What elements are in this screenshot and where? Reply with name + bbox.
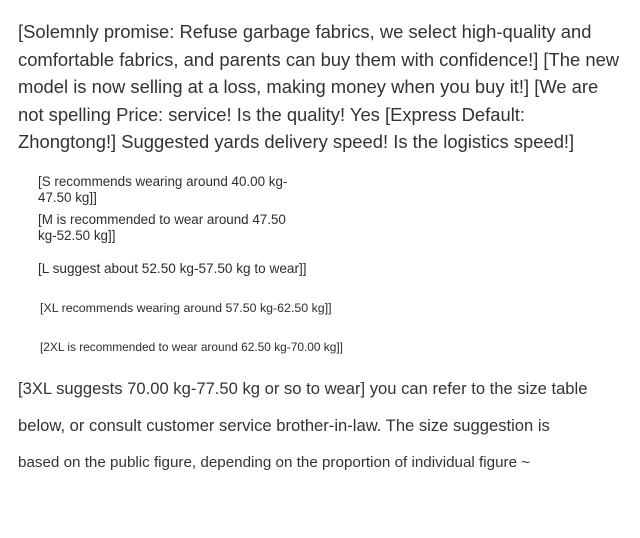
- figure-proportion-note: based on the public figure, depending on the proportion of individual figure ~: [18, 454, 531, 471]
- size-xl-recommendation: [XL recommends wearing around 57.50 kg-62.50 kg]]: [40, 301, 332, 315]
- customer-service-note: below, or consult customer service brother-in-law. The size suggestion is: [18, 416, 550, 435]
- size-2xl-recommendation: [2XL is recommended to wear around 62.50 kg-70.00 kg]]: [40, 340, 343, 354]
- size-m-recommendation: [M is recommended to wear around 47.50 kg-52.50 kg]]: [38, 212, 286, 243]
- size-3xl-and-table-note: [3XL suggests 70.00 kg-77.50 kg or so to wear] you can refer to the size table: [18, 379, 588, 398]
- size-s-recommendation: [S recommends wearing around 40.00 kg-47.50 kg]]: [38, 174, 288, 205]
- promise-paragraph: [Solemnly promise: Refuse garbage fabrics, we select high-quality and comfortable fabrics, and parents can buy them with confidence!] [The new model is now selling at a loss, making money when you buy it!] [We are not spelling Price: service! Is the quality! Yes [Express Default: Zhongtong!] Suggested yards delivery speed! Is the logistics speed!]: [18, 21, 620, 152]
- size-l-recommendation: [L suggest about 52.50 kg-57.50 kg to wear]]: [38, 261, 307, 276]
